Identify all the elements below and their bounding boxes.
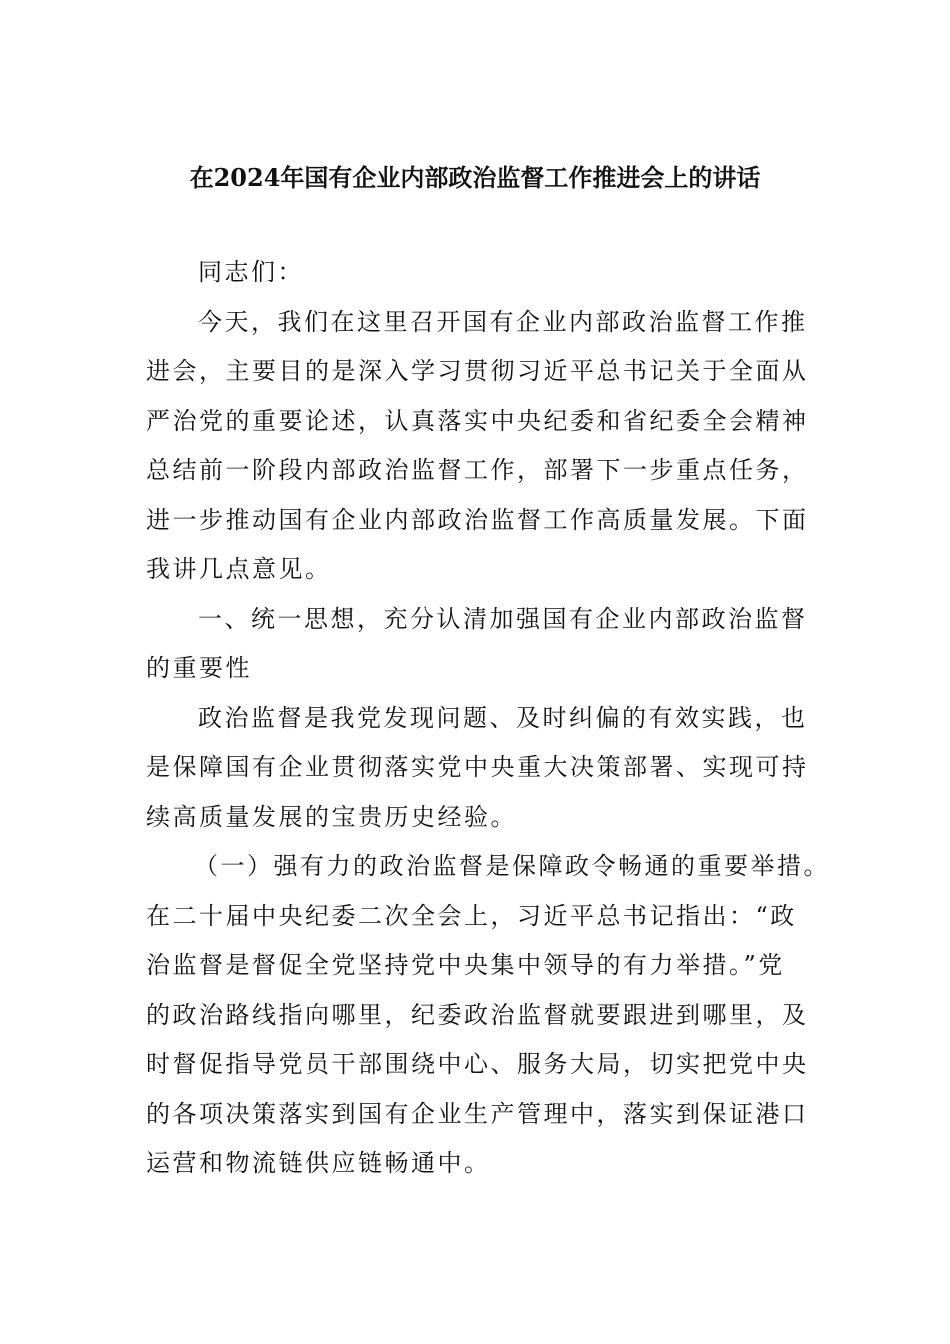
- text-line: 治监督是督促全党坚持党中央集中领导的有力举措。”党: [146, 951, 785, 979]
- text-line: 的重要性: [146, 654, 252, 682]
- text-line: 一、统一思想，充分认清加强国有企业内部政治监督: [198, 604, 808, 633]
- text-line: （一）强有力的政治监督是保障政令畅通的重要举措。: [194, 852, 830, 880]
- text-line: 进会，主要目的是深入学习贯彻习近平总书记关于全面从: [146, 357, 809, 385]
- paragraph-political-supervision: [146, 694, 809, 843]
- text-line: 总结前一阶段内部政治监督工作，部署下一步重点任务，: [146, 456, 809, 484]
- paragraph-intro: [146, 298, 809, 595]
- text-line: 政治监督是我党发现问题、及时纠偏的有效实践，也: [198, 703, 808, 732]
- text-line: 运营和物流链供应链畅通中。: [146, 1149, 491, 1177]
- paragraph-greeting: [146, 248, 806, 298]
- text-line: 的政治路线指向哪里，纪委政治监督就要跟进到哪里，及: [146, 1000, 809, 1029]
- text-line: 在二十届中央纪委二次全会上，习近平总书记指出：“政: [146, 901, 797, 930]
- text-line: 是保障国有企业贯彻落实党中央重大决策部署、实现可持: [146, 753, 809, 781]
- text-line: 续高质量发展的宝贵历史经验。: [146, 802, 517, 831]
- text-line: 严治党的重要论述，认真落实中央纪委和省纪委全会精神: [146, 406, 809, 435]
- text-line: 同志们：: [198, 258, 304, 286]
- text-line: 今天，我们在这里召开国有企业内部政治监督工作推: [198, 307, 808, 336]
- document-title: 在2024年国有企业内部政治监督工作推进会上的讲话: [189, 163, 761, 192]
- text-line: 时督促指导党员干部围绕中心、服务大局，切实把党中央: [146, 1050, 809, 1078]
- section-heading-1: [146, 595, 806, 694]
- document-body: [146, 248, 830, 1189]
- paragraph-subsection-1: [146, 842, 830, 1189]
- text-line: 的各项决策落实到国有企业生产管理中，落实到保证港口: [146, 1099, 809, 1128]
- text-line: 进一步推动国有企业内部政治监督工作高质量发展。下面: [146, 505, 809, 534]
- text-line: 我讲几点意见。: [146, 555, 332, 583]
